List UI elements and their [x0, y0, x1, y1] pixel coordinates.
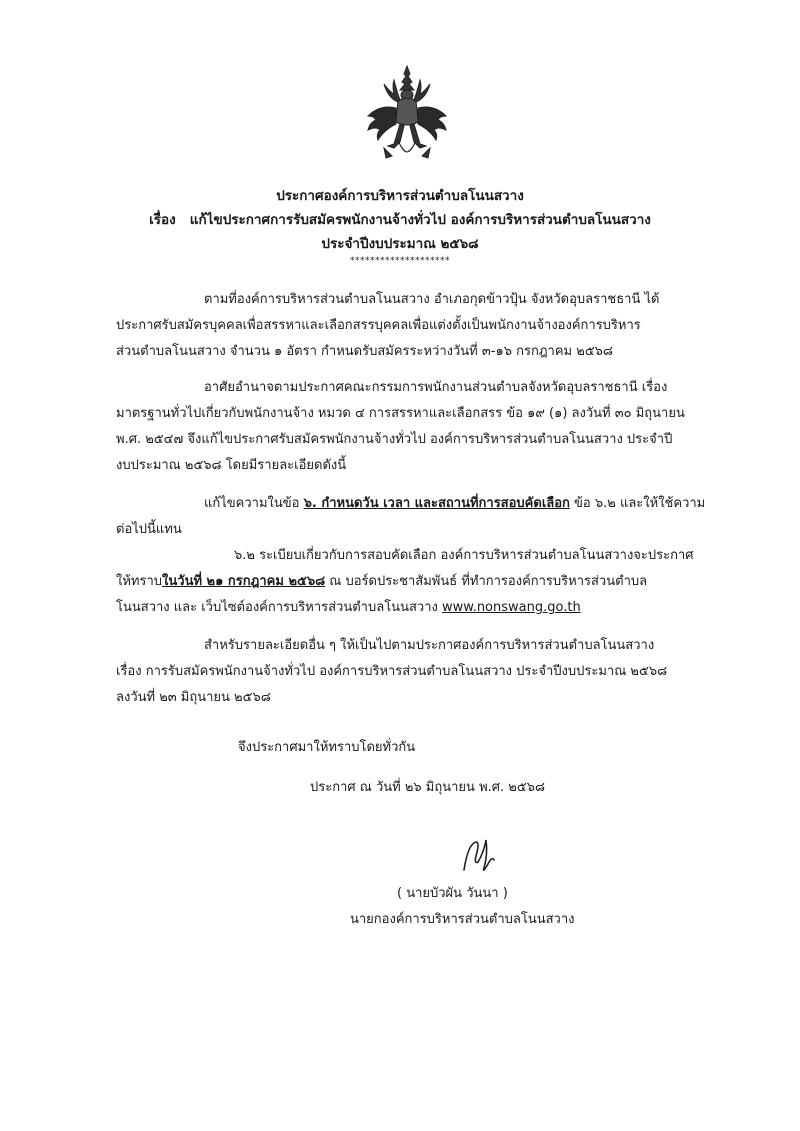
para3-prefix: แก้ไขความในข้อ	[204, 496, 304, 511]
fiscal-year-line: ประจำปีงบประมาณ ๒๕๖๘	[321, 236, 479, 252]
signatory-title: นายกองค์การบริหารส่วนตำบลโนนสวาง	[350, 912, 575, 927]
para2-line1: อาศัยอำนาจตามประกาศคณะกรรมการพนักงานส่วนตำบลจังหวัดอุบลราชธานี เรื่อง	[204, 380, 668, 395]
announcement-subject	[0, 208, 800, 230]
para1-line3: ส่วนตำบลโนนสวาง จำนวน ๑ อัตรา กำหนดรับสมัครระหว่างวันที่ ๓-๑๖ กรกฎาคม ๒๕๖๘	[116, 344, 613, 359]
para3-line2: ต่อไปนี้แทน	[116, 522, 182, 537]
para4-line2	[116, 572, 647, 592]
announcement-org-title: ประกาศองค์การบริหารส่วนตำบลโนนสวาง	[276, 188, 524, 204]
para4-line1: ๖.๒ ระเบียบเกี่ยวกับการสอบคัดเลือก องค์การบริหารส่วนตำบลโนนสวางจะประกาศ	[234, 548, 694, 563]
para1-line1: ตามที่องค์การบริหารส่วนตำบลโนนสวาง อำเภอกุดข้าวปุ้น จังหวัดอุบลราชธานี ได้	[204, 292, 660, 307]
announcement-date: ประกาศ ณ วันที่ ๒๖ มิถุนายน พ.ศ. ๒๕๖๘	[310, 780, 545, 795]
subject-label: เรื่อง	[149, 212, 176, 228]
garuda-emblem-graphic	[364, 64, 450, 166]
para4-prefix: ให้ทราบ	[116, 574, 163, 589]
para3-suffix: ข้อ ๖.๒ และให้ใช้ความ	[569, 496, 706, 511]
para2-line3: พ.ศ. ๒๕๔๗ จึงแก้ไขประกาศรับสมัครพนักงานจ้างทั่วไป องค์การบริหารส่วนตำบลโนนสวาง ประจำปี	[116, 432, 673, 447]
garuda-emblem	[364, 64, 450, 166]
para4-line3-text: โนนสวาง และ เว็บไซต์องค์การบริหารส่วนตำบลโนนสวาง	[116, 600, 442, 615]
separator-stars: ********************	[350, 256, 450, 266]
para5-line1: สำหรับรายละเอียดอื่น ๆ ให้เป็นไปตามประกาศองค์การบริหารส่วนตำบลโนนสวาง	[204, 638, 655, 653]
website-link[interactable]: www.nonswang.go.th	[441, 600, 581, 615]
para4-date-emphasis: ในวันที่ ๒๑ กรกฎาคม ๒๕๖๘	[162, 574, 326, 589]
para4-line3	[116, 598, 581, 618]
para2-line2: มาตรฐานทั่วไปเกี่ยวกับพนักงานจ้าง หมวด ๔ การสรรหาและเลือกสรร ข้อ ๑๙ (๑) ลงวันที่ ๓๐ มิถุนายน	[116, 406, 685, 421]
subject-text: แก้ไขประกาศการรับสมัครพนักงานจ้างทั่วไป องค์การบริหารส่วนตำบลโนนสวาง	[189, 212, 651, 228]
para3-section-heading: ๖. กำหนดวัน เวลา และสถานที่การสอบคัดเลือก	[303, 496, 570, 511]
para3-line1	[204, 494, 705, 514]
closing-statement: จึงประกาศมาให้ทราบโดยทั่วกัน	[238, 740, 416, 755]
para4-suffix: ณ บอร์ดประชาสัมพันธ์ ที่ทำการองค์การบริหารส่วนตำบล	[325, 574, 648, 589]
signature-graphic	[458, 834, 498, 878]
para2-line4: งบประมาณ ๒๕๖๘ โดยมีรายละเอียดดังนี้	[116, 458, 347, 473]
para5-line2: เรื่อง การรับสมัครพนักงานจ้างทั่วไป องค์การบริหารส่วนตำบลโนนสวาง ประจำปีงบประมาณ ๒๕๖๘	[116, 664, 668, 679]
signatory-name: ( นายบัวผัน วันนา )	[397, 886, 508, 901]
para5-line3: ลงวันที่ ๒๓ มิถุนายน ๒๕๖๘	[116, 690, 271, 705]
para1-line2: ประกาศรับสมัครบุคคลเพื่อสรรหาและเลือกสรรบุคคลเพื่อแต่งตั้งเป็นพนักงานจ้างองค์การบริหาร	[116, 318, 641, 333]
handwritten-signature	[458, 834, 498, 878]
